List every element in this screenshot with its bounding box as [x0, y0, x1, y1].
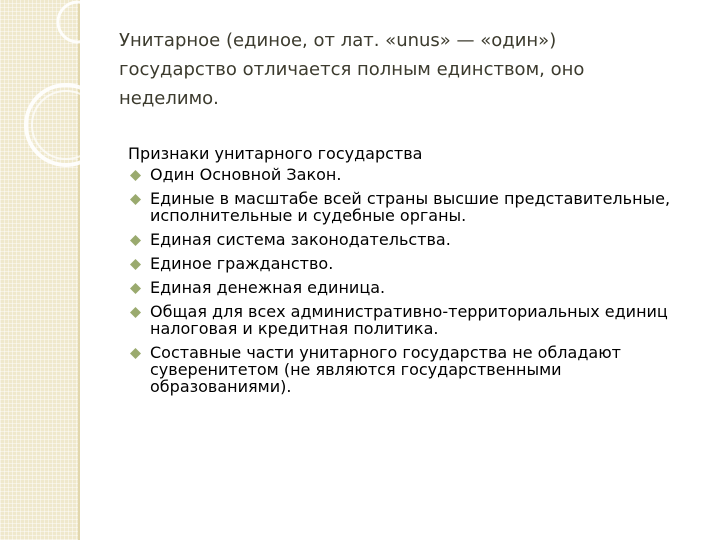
list-item-text: Один Основной Закон.: [150, 165, 342, 184]
list-heading: Признаки унитарного государства: [128, 144, 423, 163]
list-item-text: Единые в масштабе всей страны высшие представительные, исполнительные и судебные органы.: [150, 189, 671, 225]
features-list: [126, 166, 706, 402]
diamond-bullet-icon: [130, 194, 141, 205]
list-item-text: Единая денежная единица.: [150, 278, 386, 297]
list-item: [126, 190, 706, 224]
diamond-bullet-icon: [130, 348, 141, 359]
diamond-bullet-icon: [130, 235, 141, 246]
list-item: [126, 279, 706, 296]
list-item: [126, 344, 706, 395]
list-item: [126, 166, 706, 183]
list-item: [126, 231, 706, 248]
circle-ring-decoration: [0, 0, 120, 200]
diamond-bullet-icon: [130, 259, 141, 270]
diamond-bullet-icon: [130, 307, 141, 318]
list-item-text: Составные части унитарного государства не обладают суверенитетом (не являются государственными образованиями).: [150, 343, 621, 396]
slide-title: Унитарное (единое, от лат. «unus» — «один») государство отличается полным единством, оно неделимо.: [119, 30, 585, 109]
list-item: [126, 303, 706, 337]
diamond-bullet-icon: [130, 170, 141, 181]
diamond-bullet-icon: [130, 283, 141, 294]
list-item-text: Общая для всех административно-территориальных единиц налоговая и кредитная политика.: [150, 302, 668, 338]
list-item: [126, 255, 706, 272]
list-item-text: Единое гражданство.: [150, 254, 334, 273]
list-item-text: Единая система законодательства.: [150, 230, 451, 249]
